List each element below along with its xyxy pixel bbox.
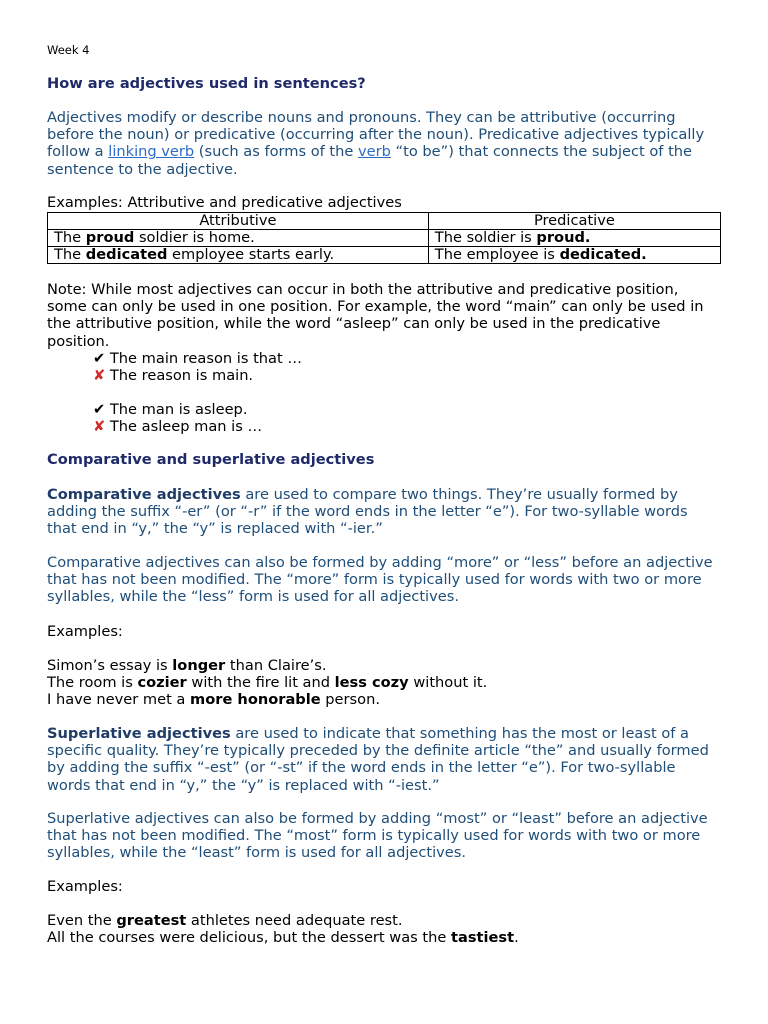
verb-link[interactable]: verb — [358, 143, 391, 161]
table-header-attributive: Attributive — [48, 213, 429, 230]
example-text: I have never met a — [47, 691, 191, 708]
check-list-item — [47, 401, 721, 418]
table-row — [48, 230, 721, 247]
cell-text: soldier is home. — [134, 229, 255, 246]
comparative-example-3 — [47, 691, 721, 708]
comparative-example-2 — [47, 674, 721, 691]
superlative-example-2 — [47, 929, 721, 946]
example-text: . — [514, 929, 519, 946]
example-text: The room is — [47, 674, 138, 691]
example-text: without it. — [408, 674, 488, 691]
cell-adjective: proud. — [536, 229, 591, 246]
linking-verb-link[interactable]: linking verb — [108, 143, 195, 161]
comparative-term: Comparative adjectives — [47, 486, 241, 503]
comparative-examples-label: Examples: — [47, 623, 123, 640]
check-list-item — [47, 418, 721, 435]
superlative-paragraph-2: Superlative adjectives can also be formed by adding “most” or “least” before an adjective that has not been modified. The “most” form is typically used for words with two or more syllables, while the “least” form is used for all adjectives. — [47, 810, 708, 862]
check-text: The reason is main. — [109, 367, 254, 384]
adjective-examples-table — [47, 212, 721, 264]
note-paragraph: Note: While most adjectives can occur in both the attributive and predicative position, some can only be used in one position. For example, the word “main” can only be used in the attributive position, while the word “asleep” can only be used in the predicative position. — [47, 281, 704, 350]
table-row — [48, 247, 721, 264]
example-text: athletes need adequate rest. — [186, 912, 403, 929]
check-list-item — [47, 367, 721, 384]
example-text: Even the — [47, 912, 117, 929]
check-list-item — [47, 350, 721, 367]
table-cell-attributive — [48, 247, 429, 264]
example-text: with the fire lit and — [186, 674, 335, 691]
cell-text: The — [54, 229, 86, 246]
example-adjective: more honorable — [190, 691, 321, 708]
intro-text-1: Adjectives modify or describe nouns and pronouns. They can be attributive (occurring before the noun) or predicative (occurring after the noun). Predicative adjectives typically follow a — [47, 109, 705, 161]
comparative-example-1 — [47, 657, 721, 674]
cross-icon: ✘ — [93, 418, 106, 435]
superlative-text: are used to indicate that something has the most or least of a specific quality. They’re typically preceded by the definite article “the” and usually formed by adding the suffix “-est” (or “-st” if the word ends in the letter “e”). For two-syllable words that end in “y,” the “y” is replaced with “-iest.” — [47, 725, 709, 794]
week-label: Week 4 — [47, 43, 90, 57]
cell-text: employee starts early. — [167, 246, 335, 263]
example-adjective: longer — [172, 657, 226, 674]
table-cell-predicative — [428, 230, 720, 247]
cell-text: The — [54, 246, 86, 263]
superlative-example-1 — [47, 912, 721, 929]
check-text: The asleep man is … — [109, 418, 263, 435]
example-adjective: cozier — [137, 674, 187, 691]
example-adjective: tastiest — [451, 929, 515, 946]
comparative-paragraph-2: Comparative adjectives can also be formed by adding “more” or “less” before an adjective that has not been modified. The “more” form is typically used for words with two or more syllables, while the “less” form is used for all adjectives. — [47, 554, 713, 606]
intro-text-2: (such as forms of the — [194, 143, 359, 161]
example-text: person. — [320, 691, 380, 708]
example-text: Simon’s essay is — [47, 657, 173, 674]
cell-text: The employee is — [434, 246, 560, 263]
check-text: The main reason is that … — [109, 350, 302, 367]
superlative-paragraph — [47, 725, 721, 794]
intro-text-3: “to be”) that connects the subject of the sentence to the adjective. — [47, 143, 693, 178]
cell-text: The soldier is — [434, 229, 537, 246]
table-cell-predicative — [428, 247, 720, 264]
cell-adjective: dedicated. — [559, 246, 647, 263]
heading-adjectives-in-sentences: How are adjectives used in sentences? — [47, 75, 366, 92]
examples-caption: Examples: Attributive and predicative adjectives — [47, 194, 402, 211]
check-text: The man is asleep. — [109, 401, 248, 418]
cross-icon: ✘ — [93, 367, 106, 384]
check-icon: ✔ — [93, 401, 106, 418]
example-adjective: less cozy — [334, 674, 409, 691]
superlative-examples-label: Examples: — [47, 878, 123, 895]
example-text: than Claire’s. — [225, 657, 327, 674]
heading-comparative-superlative: Comparative and superlative adjectives — [47, 451, 375, 468]
table-cell-attributive — [48, 230, 429, 247]
example-adjective: greatest — [116, 912, 187, 929]
intro-paragraph — [47, 109, 721, 178]
example-text: All the courses were delicious, but the dessert was the — [47, 929, 452, 946]
check-icon: ✔ — [93, 350, 106, 367]
cell-adjective: dedicated — [85, 246, 168, 263]
table-header-row — [48, 213, 721, 230]
table-header-predicative: Predicative — [428, 213, 720, 230]
superlative-term: Superlative adjectives — [47, 725, 231, 742]
comparative-text: are used to compare two things. They’re usually formed by adding the suffix “-er” (or “-r” if the word ends in the letter “e”). For two-syllable words that end in “y,” the “y” is replaced with “-ier.” — [47, 486, 688, 538]
comparative-paragraph — [47, 486, 721, 538]
cell-adjective: proud — [85, 229, 135, 246]
